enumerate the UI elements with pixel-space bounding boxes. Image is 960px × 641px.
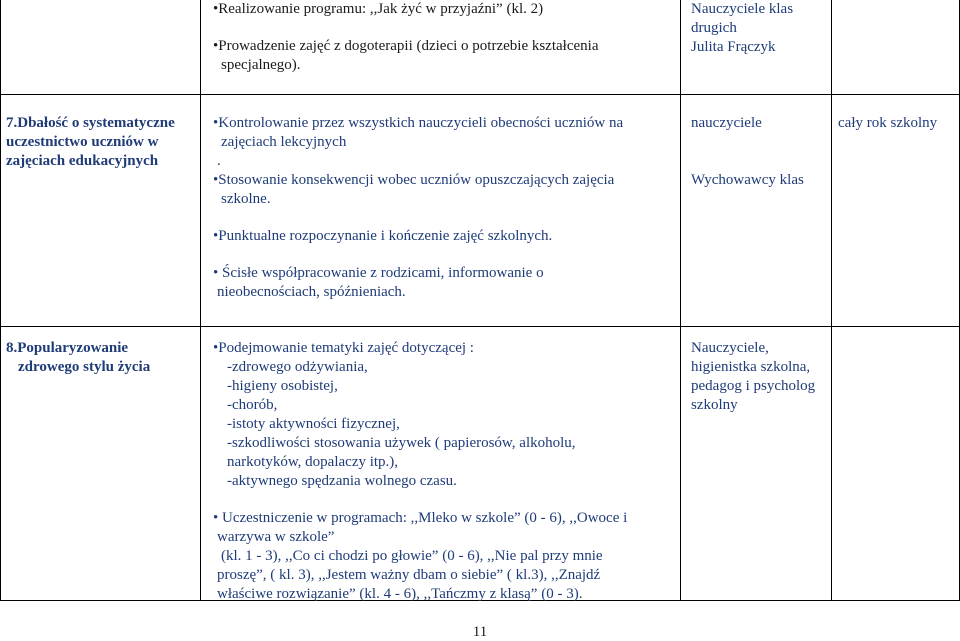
- task-line: •Prowadzenie zajęć z dogoterapii (dzieci o potrzebie kształcenia: [213, 38, 599, 54]
- row-7-responsible: [691, 114, 826, 190]
- goal-line: zdrowego stylu życia: [18, 359, 151, 375]
- table-border-left: [0, 0, 1, 601]
- column-divider-2: [680, 0, 681, 601]
- goal-line: zajęciach edukacyjnych: [6, 153, 159, 169]
- task-line: specjalnego).: [221, 57, 301, 73]
- task-line: •Podejmowanie tematyki zajęć dotyczącej :: [213, 340, 474, 356]
- task-line: właściwe rozwiązanie” (kl. 4 - 6), ,,Tańczmy z klasą” (0 - 3).: [217, 586, 583, 602]
- task-line: • Uczestniczenie w programach: ,,Mleko w szkole” (0 - 6), ,,Owoce i: [213, 510, 628, 526]
- task-line: •Realizowanie programu: ,,Jak żyć w przyjaźni” (kl. 2): [213, 1, 544, 17]
- term-line: cały rok szkolny: [838, 115, 938, 131]
- responsible-line: Wychowawcy klas: [691, 172, 804, 188]
- task-line: •Stosowanie konsekwencji wobec uczniów opuszczających zajęcia: [213, 172, 615, 188]
- responsible-line: szkolny: [691, 397, 738, 413]
- row-cont-responsible: [691, 0, 826, 57]
- responsible-line: Nauczyciele,: [691, 340, 769, 356]
- task-line: (kl. 1 - 3), ,,Co ci chodzi po głowie” (0 - 6), ,,Nie pal przy mnie: [221, 548, 603, 564]
- row-divider-2: [0, 326, 960, 327]
- task-line: narkotyków, dopalaczy itp.),: [227, 454, 399, 470]
- task-spacer: [213, 209, 675, 227]
- task-line: proszę”, ( kl. 3), ,,Jestem ważny dbam o siebie” ( kl.3), ,,Znajdź: [217, 567, 601, 583]
- column-divider-1: [200, 0, 201, 601]
- responsible-line: nauczyciele: [691, 115, 762, 131]
- task-line: -istoty aktywności fizycznej,: [227, 416, 400, 432]
- responsible-spacer: [691, 152, 826, 171]
- row-8-tasks: [213, 339, 675, 604]
- task-line: -aktywnego spędzania wolnego czasu.: [227, 473, 457, 489]
- task-line: nieobecnościach, spóźnieniach.: [217, 284, 406, 300]
- row-7-goal: [6, 114, 196, 171]
- responsible-line: higienistka szkolna,: [691, 359, 811, 375]
- row-cont-tasks: [213, 0, 673, 75]
- responsible-line: Julita Frączyk: [691, 39, 776, 55]
- task-line: .: [217, 153, 221, 169]
- task-line: szkolne.: [221, 191, 271, 207]
- task-spacer: [213, 491, 675, 509]
- task-line: •Punktualne rozpoczynanie i kończenie zajęć szkolnych.: [213, 228, 553, 244]
- goal-line: 8.Popularyzowanie: [6, 340, 129, 356]
- task-spacer: [213, 19, 673, 37]
- responsible-line: Nauczyciele klas: [691, 1, 794, 17]
- task-line: -chorób,: [227, 397, 278, 413]
- row-divider-1: [0, 94, 960, 95]
- goal-line: 7.Dbałość o systematyczne: [6, 115, 175, 131]
- task-line: •Kontrolowanie przez wszystkich nauczycieli obecności uczniów na: [213, 115, 624, 131]
- responsible-spacer: [691, 133, 826, 152]
- task-line: warzywa w szkole”: [217, 529, 335, 545]
- row-7-term: [838, 114, 956, 133]
- row-8-responsible: [691, 339, 828, 415]
- task-line: • Ścisłe współpracowanie z rodzicami, informowanie o: [213, 265, 544, 281]
- task-line: -szkodliwości stosowania używek ( papierosów, alkoholu,: [227, 435, 576, 451]
- responsible-line: pedagog i psycholog: [691, 378, 816, 394]
- task-spacer: [213, 246, 675, 264]
- task-line: zajęciach lekcyjnych: [221, 134, 347, 150]
- row-7-tasks: [213, 114, 675, 302]
- goal-line: uczestnictwo uczniów w: [6, 134, 159, 150]
- task-line: -higieny osobistej,: [227, 378, 338, 394]
- responsible-line: drugich: [691, 20, 737, 36]
- page-number: 11: [472, 624, 488, 640]
- task-line: -zdrowego odżywiania,: [227, 359, 368, 375]
- row-8-goal: [0, 339, 200, 377]
- column-divider-3: [831, 0, 832, 601]
